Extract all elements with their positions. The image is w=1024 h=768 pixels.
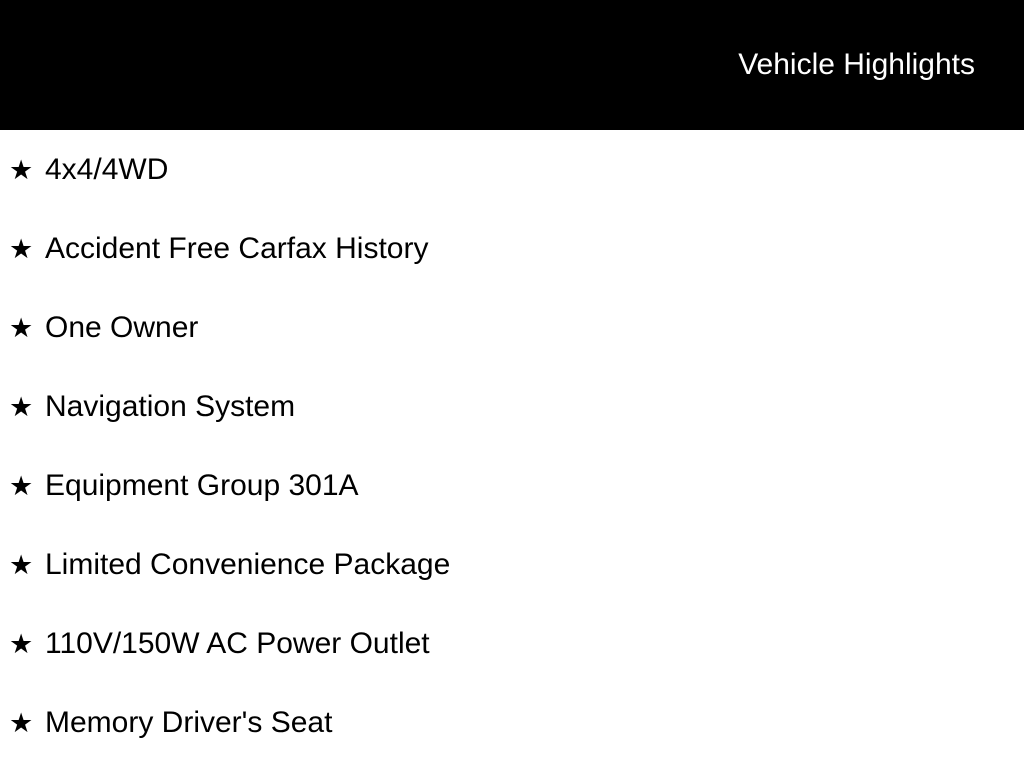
highlight-label: Limited Convenience Package [45, 548, 451, 581]
highlight-item [9, 153, 1004, 187]
star-icon: ★ [9, 155, 34, 185]
highlight-label: 4x4/4WD [45, 153, 169, 186]
page-title: Vehicle Highlights [738, 48, 975, 81]
highlight-label: Accident Free Carfax History [45, 232, 429, 265]
highlights-list [0, 130, 1024, 740]
highlight-item [9, 706, 1004, 740]
highlight-item [9, 311, 1004, 345]
highlight-item [9, 469, 1004, 503]
star-icon: ★ [9, 392, 34, 422]
highlight-label: Navigation System [45, 390, 296, 423]
star-icon: ★ [9, 313, 34, 343]
highlight-item [9, 232, 1004, 266]
star-icon: ★ [9, 471, 34, 501]
star-icon: ★ [9, 234, 34, 264]
star-icon: ★ [9, 708, 34, 738]
header-bar [0, 0, 1024, 130]
highlight-label: Memory Driver's Seat [45, 706, 333, 739]
highlight-label: 110V/150W AC Power Outlet [45, 627, 430, 660]
highlight-item [9, 548, 1004, 582]
star-icon: ★ [9, 629, 34, 659]
highlight-label: Equipment Group 301A [45, 469, 359, 502]
star-icon: ★ [9, 550, 34, 580]
highlight-item [9, 390, 1004, 424]
highlight-label: One Owner [45, 311, 199, 344]
highlight-item [9, 627, 1004, 661]
